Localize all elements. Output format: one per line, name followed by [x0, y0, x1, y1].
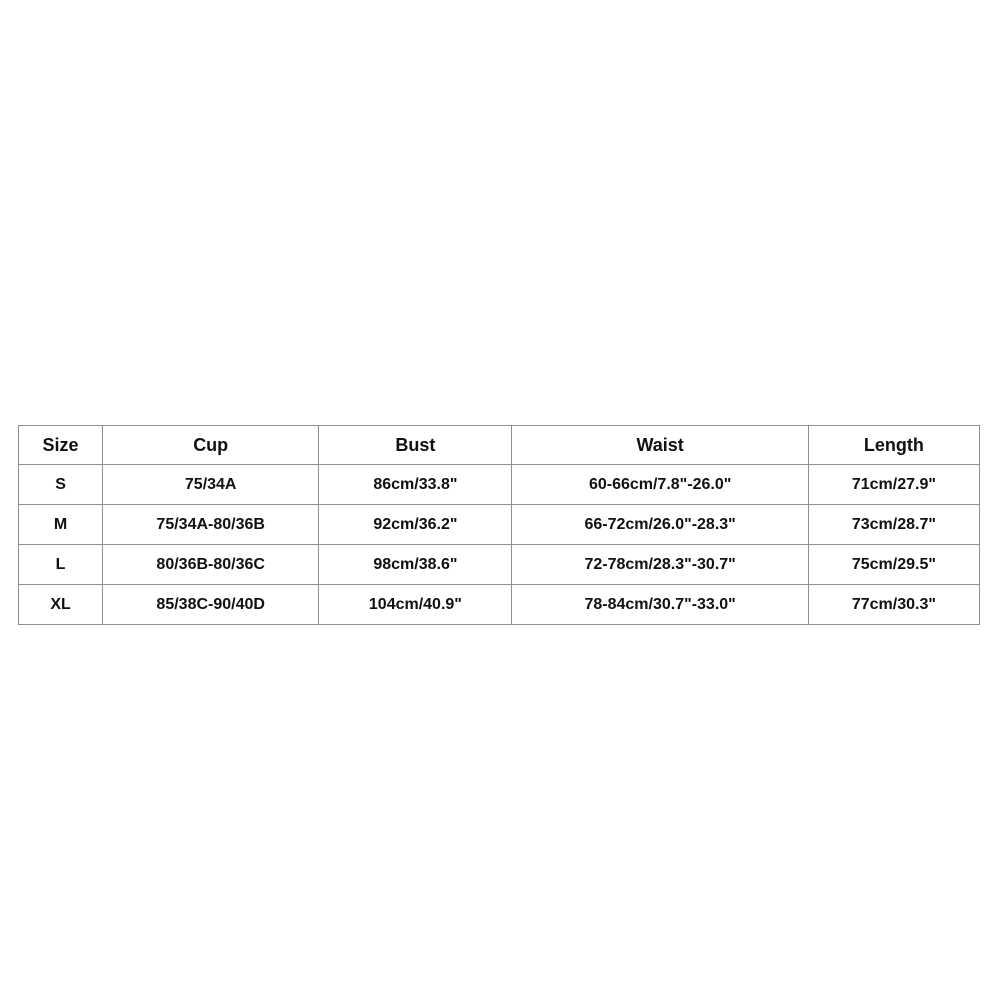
cell-waist: 60-66cm/7.8"-26.0": [512, 465, 808, 505]
header-cup: Cup: [103, 426, 319, 465]
table-row: [19, 465, 980, 505]
cell-bust: 98cm/38.6": [319, 545, 512, 585]
table-row: [19, 545, 980, 585]
cell-waist: 66-72cm/26.0"-28.3": [512, 505, 808, 545]
header-size: Size: [19, 426, 103, 465]
cell-length: 73cm/28.7": [808, 505, 979, 545]
cell-cup: 85/38C-90/40D: [103, 585, 319, 625]
table-header: [19, 426, 980, 465]
cell-cup: 80/36B-80/36C: [103, 545, 319, 585]
table-body: [19, 465, 980, 625]
table-row: [19, 505, 980, 545]
cell-bust: 104cm/40.9": [319, 585, 512, 625]
cell-length: 71cm/27.9": [808, 465, 979, 505]
cell-waist: 78-84cm/30.7"-33.0": [512, 585, 808, 625]
header-length: Length: [808, 426, 979, 465]
cell-cup: 75/34A-80/36B: [103, 505, 319, 545]
cell-bust: 86cm/33.8": [319, 465, 512, 505]
cell-cup: 75/34A: [103, 465, 319, 505]
header-bust: Bust: [319, 426, 512, 465]
cell-waist: 72-78cm/28.3"-30.7": [512, 545, 808, 585]
cell-size: L: [19, 545, 103, 585]
cell-length: 77cm/30.3": [808, 585, 979, 625]
table-row: [19, 585, 980, 625]
cell-size: XL: [19, 585, 103, 625]
size-chart-table: [18, 425, 980, 625]
header-waist: Waist: [512, 426, 808, 465]
cell-bust: 92cm/36.2": [319, 505, 512, 545]
header-row: [19, 426, 980, 465]
cell-length: 75cm/29.5": [808, 545, 979, 585]
cell-size: M: [19, 505, 103, 545]
cell-size: S: [19, 465, 103, 505]
